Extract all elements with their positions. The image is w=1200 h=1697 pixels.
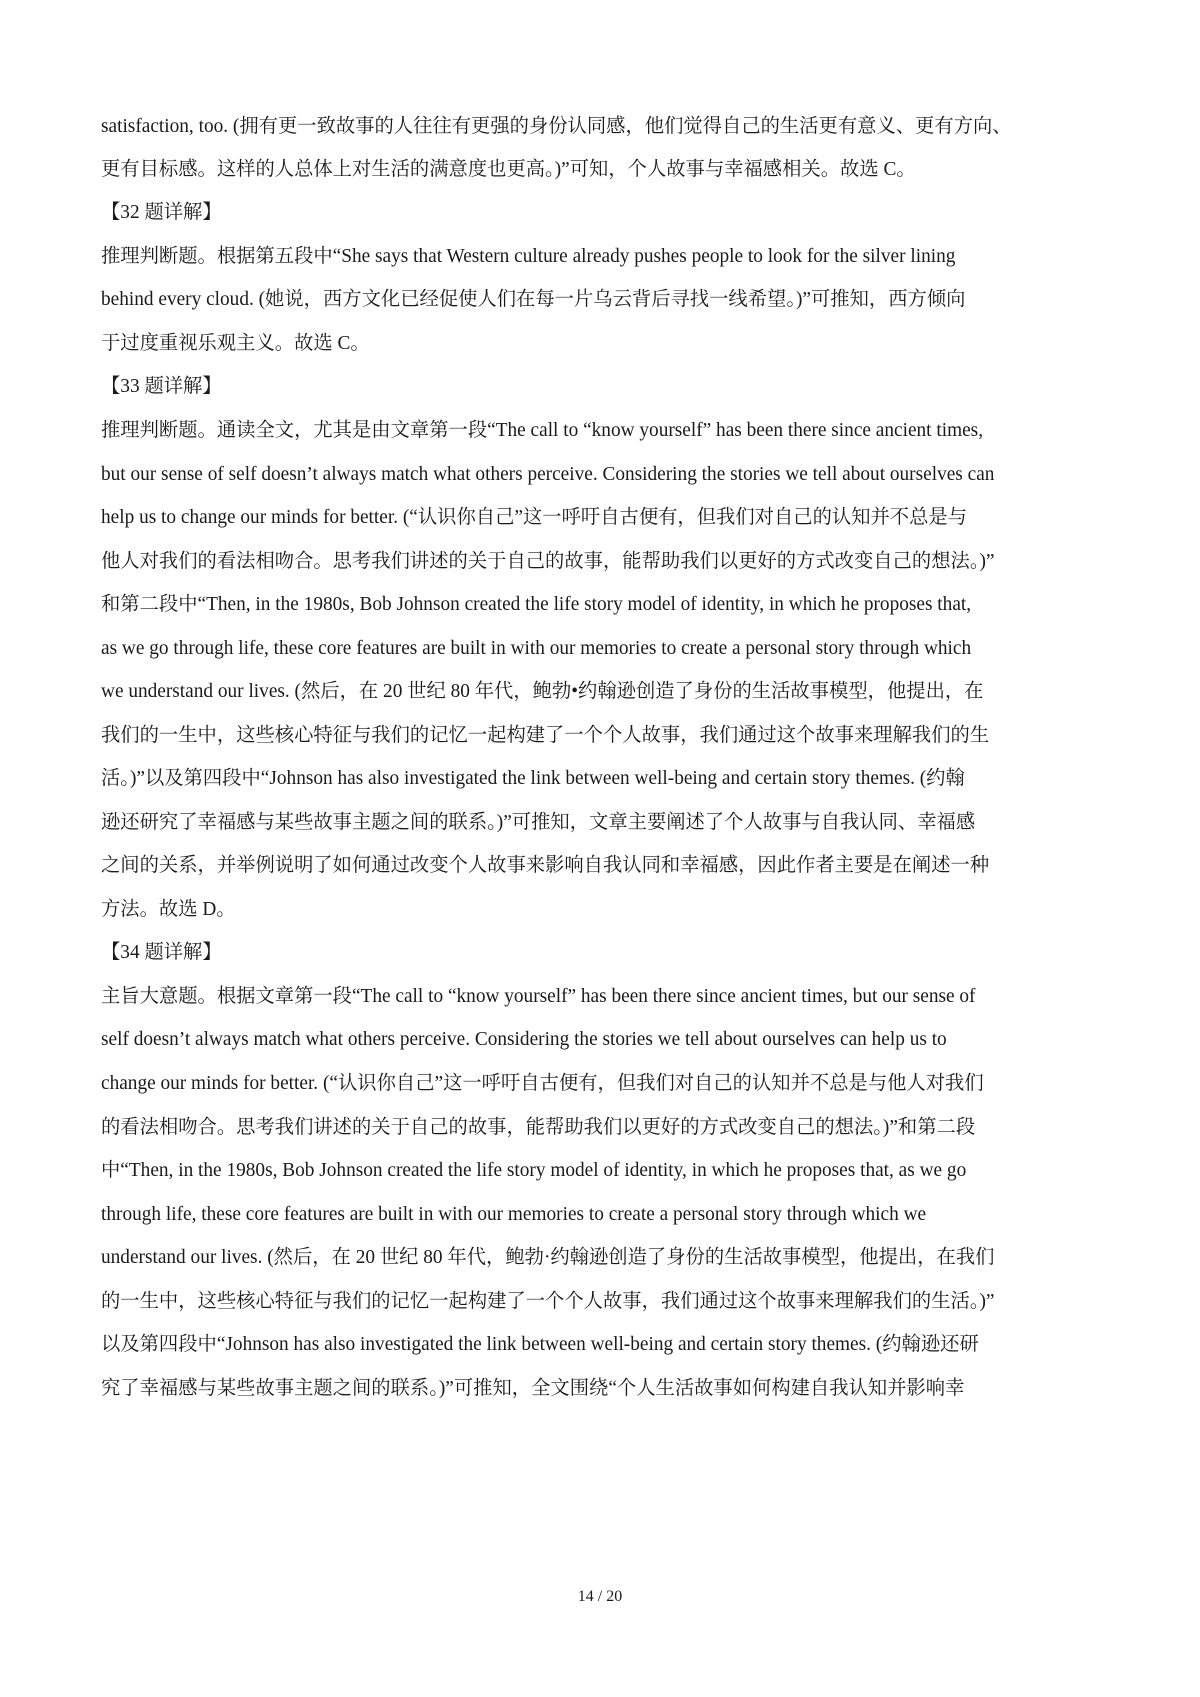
section-heading: 【34 题详解】 [101,942,222,963]
text-line: behind every cloud. (她说，西方文化已经促使人们在每一片乌云背后寻找一线希望。)”可推知，西方倾向 [101,289,966,310]
text-line: 究了幸福感与某些故事主题之间的联系。)”可推知，全文围绕“个人生活故事如何构建自我认知并影响幸 [101,1378,965,1399]
text-line: 的看法相吻合。思考我们讲述的关于自己的故事，能帮助我们以更好的方式改变自己的想法。)”和第二段 [101,1117,976,1138]
text-line: understand our lives. (然后，在 20 世纪 80 年代，鲍勃·约翰逊创造了身份的生活故事模型，他提出，在我们 [101,1247,995,1268]
text-line: 更有目标感。这样的人总体上对生活的满意度也更高。)”可知，个人故事与幸福感相关。故选 C。 [101,159,916,180]
text-line: we understand our lives. (然后，在 20 世纪 80 年代，鲍勃•约翰逊创造了身份的生活故事模型，他提出，在 [101,681,984,702]
text-line: 和第二段中“Then, in the 1980s, Bob Johnson created the life story model of identity, in which he proposes that, [101,594,972,615]
text-line: 逊还研究了幸福感与某些故事主题之间的联系。)”可推知，文章主要阐述了个人故事与自我认同、幸福感 [101,812,976,833]
text-line: 的一生中，这些核心特征与我们的记忆一起构建了一个个人故事，我们通过这个故事来理解我们的生活。)” [101,1291,995,1312]
text-line: self doesn’t always match what others perceive. Considering the stories we tell about ourselves can help us to [101,1029,947,1050]
text-line: 主旨大意题。根据文章第一段“The call to “know yourself” has been there since ancient times, but our sense of [101,986,976,1007]
text-line: 我们的一生中，这些核心特征与我们的记忆一起构建了一个个人故事，我们通过这个故事来理解我们的生 [101,725,990,746]
text-line: 推理判断题。通读全文，尤其是由文章第一段“The call to “know yourself” has been there since ancient times, [101,420,984,441]
text-line: 他人对我们的看法相吻合。思考我们讲述的关于自己的故事，能帮助我们以更好的方式改变自己的想法。)” [101,551,995,572]
text-line: but our sense of self doesn’t always match what others perceive. Considering the stories we tell about ourselves can [101,464,995,485]
section-heading: 【32 题详解】 [101,202,222,223]
text-line: 之间的关系，并举例说明了如何通过改变个人故事来影响自我认同和幸福感，因此作者主要是在阐述一种 [101,855,990,876]
text-line: 活。)”以及第四段中“Johnson has also investigated the link between well-being and certain story themes. (约翰 [101,768,965,789]
page-number: 14 / 20 [577,1588,623,1605]
text-line: change our minds for better. (“认识你自己”这一呼吁自古便有，但我们对自己的认知并不总是与他人对我们 [101,1073,984,1094]
text-line: 推理判断题。根据第五段中“She says that Western culture already pushes people to look for the silver lining [101,246,956,267]
text-line: 于过度重视乐观主义。故选 C。 [101,333,370,354]
text-line: 中“Then, in the 1980s, Bob Johnson created the life story model of identity, in which he proposes that, as we go [101,1160,967,1181]
text-line: satisfaction, too. (拥有更一致故事的人往往有更强的身份认同感，他们觉得自己的生活更有意义、更有方向、 [101,116,1012,137]
text-line: help us to change our minds for better. (“认识你自己”这一呼吁自古便有，但我们对自己的认知并不总是与 [101,507,968,528]
text-line: as we go through life, these core features are built in with our memories to create a personal story through which [101,638,972,659]
section-heading: 【33 题详解】 [101,376,222,397]
text-line: 以及第四段中“Johnson has also investigated the link between well-being and certain story themes. (约翰逊还研 [101,1334,979,1355]
text-line: through life, these core features are built in with our memories to create a personal story through which we [101,1204,927,1225]
text-line: 方法。故选 D。 [101,899,236,920]
